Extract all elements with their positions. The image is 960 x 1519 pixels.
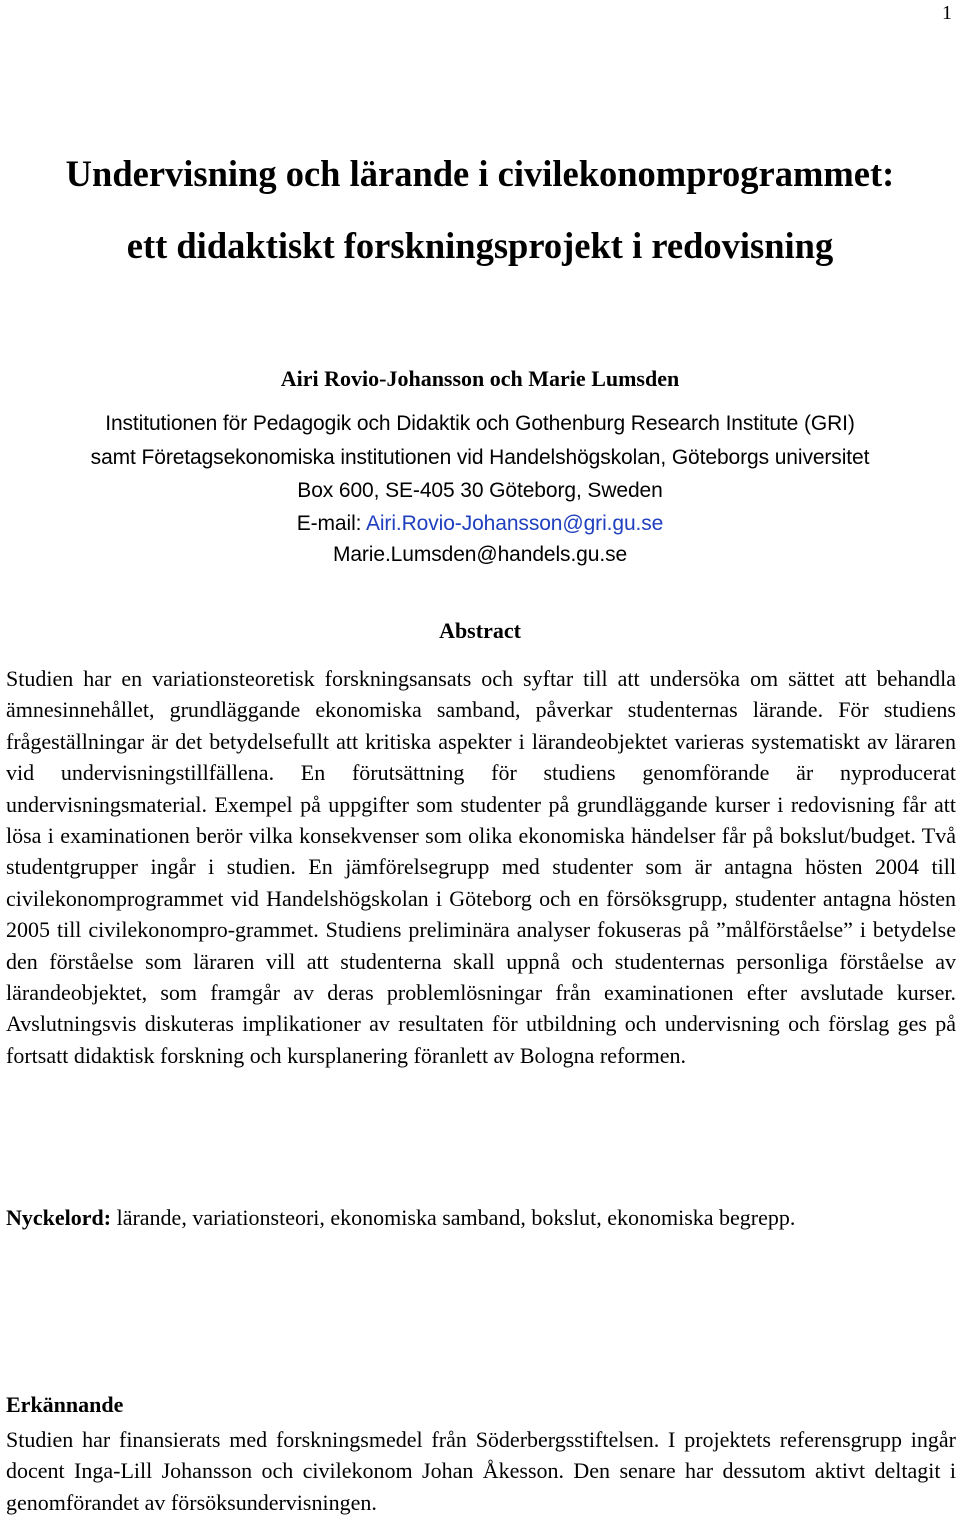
abstract-heading: Abstract [439,618,521,643]
affiliation-address: Box 600, SE-405 30 Göteborg, Sweden [297,479,663,502]
affiliation-line-2: samt Företagsekonomiska institutionen vid Handelshögskolan, Göteborgs universitet [90,446,870,469]
paper-title-line-1: Undervisning och lärande i civilekonomprogrammet: [65,153,895,194]
email-link-rovio-johansson[interactable]: Airi.Rovio-Johansson@gri.gu.se [365,512,664,535]
author-names: Airi Rovio-Johansson och Marie Lumsden [280,366,680,391]
keywords-text: lärande, variationsteori, ekonomiska samband, bokslut, ekonomiska begrepp. [111,1205,796,1230]
affiliation-line-1: Institutionen för Pedagogik och Didaktik och Gothenburg Research Institute (GRI) [105,412,855,435]
keywords-label: Nyckelord: [6,1205,112,1230]
email-label: E-mail: [296,512,366,535]
email-lumsden: Marie.Lumsden@handels.gu.se [332,543,628,566]
keywords-paragraph [6,1202,956,1233]
abstract-body: Studien har en variationsteoretisk forskningsansats och syftar till att undersöka om sättet att behandla ämnesinnehållet, grundläggande ekonomiska samband, påverkar studenternas lärande. För studiens frågeställningar är det betydelsefullt att kritiska aspekter i lärandeobjektet varieras systematiskt av läraren vid undervisningstillfällena. En förutsättning för studiens genomförande är nyproducerat undervisningsmaterial. Exempel på uppgifter som studenter på grundläggande kurser i redovisning får att lösa i examinationen berör vilka konsekvenser som olika ekonomiska händelser får på bokslut/budget. Två studentgrupper ingår i studien. En jämförelsegrupp med studenter som är antagna hösten 2004 till civilekonomprogrammet vid Handelshögskolan i Göteborg och en försöksgrupp, studenter antagna hösten 2005 till civilekonompro-grammet. Studiens preliminära analyser fokuseras på ”målförståelse” i betydelse den förståelse som läraren vill att studenterna skall uppnå och studenternas personliga förståelse av lärandeobjektet, som framgår av deras problemlösningar från examinationen efter avslutade kurser. Avslutningsvis diskuteras implikationer av resultaten för utbildning och undervisning och förslag ges på fortsatt didaktisk forskning och kursplanering föranlett av Bologna reformen. [6,666,956,1068]
email-line [0,511,960,537]
acknowledgement-heading: Erkännande [6,1392,124,1417]
acknowledgement-body: Studien har finansierats med forskningsmedel från Söderbergsstiftelsen. I projektets referensgrupp ingår docent Inga-Lill Johansson och civilekonom Johan Åkesson. Den senare har dessutom aktivt deltagit i genomförandet av försöksundervisningen. [6,1427,956,1515]
paper-title-line-2: ett didaktiskt forskningsprojekt i redovisning [126,225,834,266]
page-number: 1 [942,2,952,24]
